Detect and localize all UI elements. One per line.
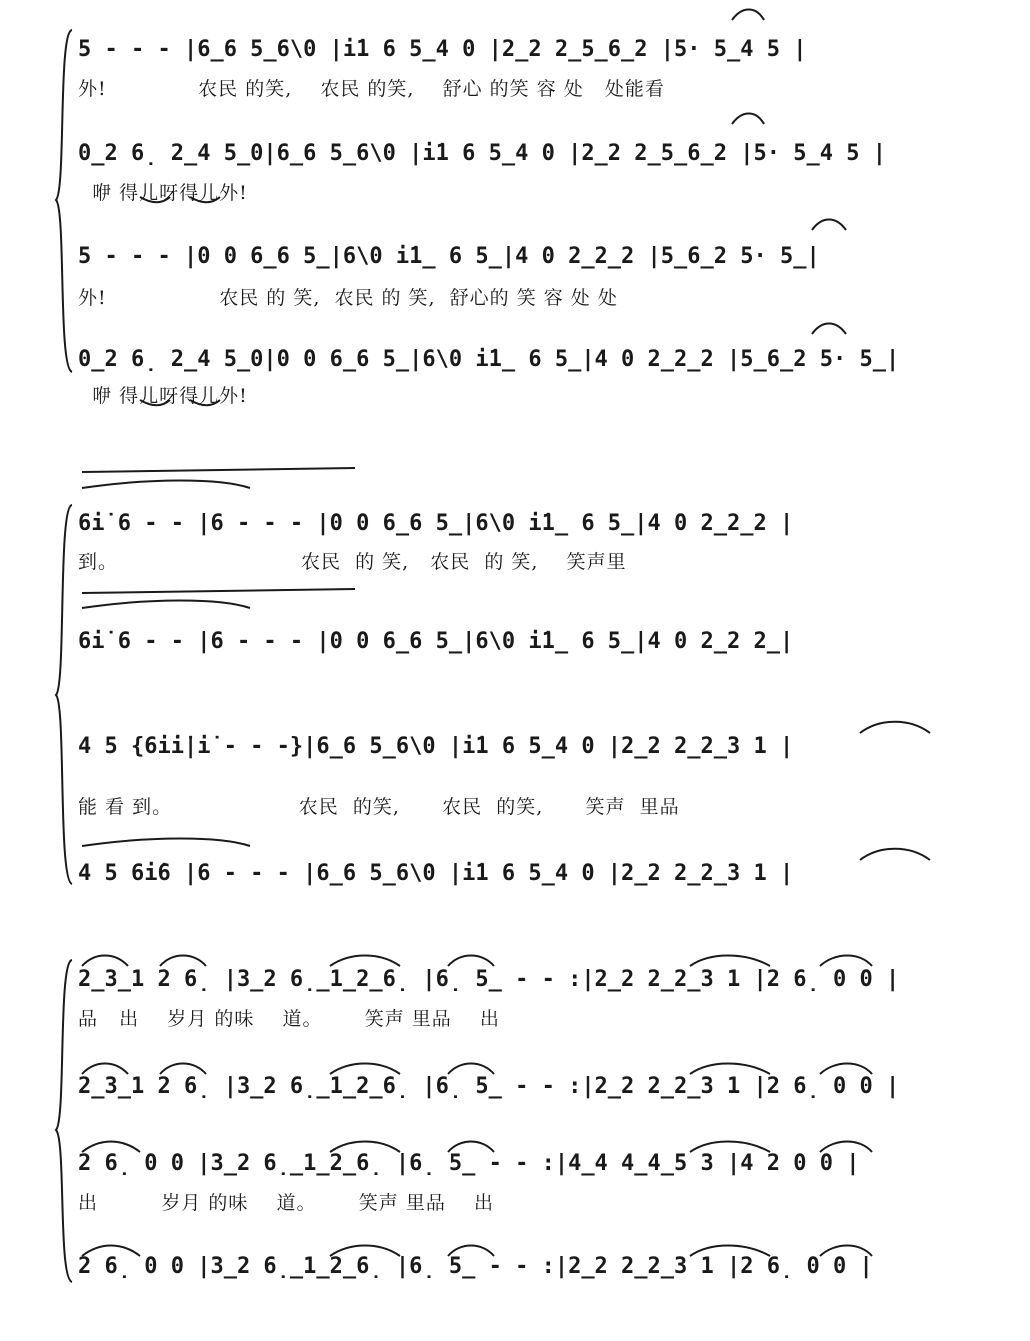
note-slur [82, 1064, 128, 1075]
note-slur [82, 956, 128, 967]
lyric-slur [190, 197, 220, 202]
system-brace-1 [56, 30, 72, 372]
note-slur [330, 1142, 400, 1153]
staff-2-4-notes: 4 5 6i̇6 |6 - - - |6̲6 5̲6\0 |i̇1 6 5̲4 0 |2̲2 2̲2̲3 1 | [78, 861, 794, 886]
note-slur [812, 324, 846, 335]
note-slur [448, 956, 494, 967]
staff-3-2-notes: 2̲3̲1 2 6̣ |3̲2 6̣̲1̲2̲6̣ |6̣ 5̲ - - :|2̲2 2̲2̲3 1 |2 6̣ 0 0 | [78, 1074, 900, 1099]
staff-3-3-notes: 2 6̣ 0 0 |3̲2 6̣̲1̲2̲6̣ |6̣ 5̲ - - :|4̲4 4̲4̲5 3 |4 2 0 0 | [78, 1151, 860, 1176]
note-slur [860, 849, 930, 860]
staff-3-1-notes: 2̲3̲1 2 6̣ |3̲2 6̣̲1̲2̲6̣ |6̣ 5̲ - - :|2̲2 2̲2̲3 1 |2 6̣ 0 0 | [78, 967, 900, 992]
staff-1-1-notes: 5 - - - |6̲6 5̲6\0 |i̇1 6 5̲4 0 |2̲2 2̲5̲6̲2 |5· 5̲4 5 | [78, 37, 807, 62]
system-brace-2 [56, 505, 72, 884]
tie-line [82, 839, 250, 847]
note-slur [860, 722, 930, 733]
staff-1-1-lyrics: 外! 农民 的笑, 农民 的笑, 舒心 的笑 容 处 处能看 [78, 78, 665, 100]
lyric-slur [190, 400, 220, 405]
note-slur [690, 1246, 770, 1257]
note-slur [448, 1142, 494, 1153]
note-slur [820, 1142, 872, 1153]
staff-1-2-notes: 0̲2 6̣ 2̲4 5̲0|6̲6 5̲6\0 |i̇1 6 5̲4 0 |2̲2 2̲5̲6̲2 |5· 5̲4 5 | [78, 141, 886, 166]
lyric-slur [140, 400, 170, 405]
note-slur [732, 114, 764, 125]
note-slur [820, 1064, 872, 1075]
note-slur [160, 1064, 206, 1075]
staff-1-4-notes: 0̲2 6̣ 2̲4 5̲0|0 0 6̲6 5̲|6\0 i̇1̲ 6 5̲|4 0 2̲2̲2 |5̲6̲2 5· 5̲| [78, 347, 900, 372]
note-slur [820, 1246, 872, 1257]
note-slur [820, 956, 872, 967]
note-slur [690, 1142, 770, 1153]
lyric-slur [140, 197, 170, 202]
staff-2-1-lyrics: 到。 农民 的 笑, 农民 的 笑, 笑声里 [78, 551, 627, 573]
staff-1-3-lyrics: 外! 农民 的 笑, 农民 的 笑, 舒心的 笑 容 处 处 [78, 287, 618, 309]
note-slur [160, 956, 206, 967]
tie-line [82, 481, 250, 489]
staff-2-3-lyrics: 能 看 到。 农民 的笑, 农民 的笑, 笑声 里品 [78, 796, 680, 818]
note-slur [82, 1142, 140, 1153]
tie-line [82, 589, 355, 593]
staff-3-3-lyrics: 出 岁月 的味 道。 笑声 里品 出 [78, 1192, 494, 1214]
note-slur [330, 956, 400, 967]
note-slur [82, 1246, 140, 1257]
staff-2-2-notes: 6i̇ 6 - - |6 - - - |0 0 6̲6 5̲|6\0 i̇1̲ 6 5̲|4 0 2̲2 2̲| [78, 629, 794, 654]
staff-2-1-notes: 6i̇ 6 - - |6 - - - |0 0 6̲6 5̲|6\0 i̇1̲ 6 5̲|4 0 2̲2̲2 | [78, 511, 794, 536]
tie-line [82, 468, 355, 472]
note-slur [690, 956, 770, 967]
system-brace-3 [56, 960, 72, 1282]
staff-1-4-lyrics: 咿 得儿呀得儿外! [78, 385, 248, 407]
note-slur [690, 1064, 770, 1075]
staff-1-2-lyrics: 咿 得儿呀得儿外! [78, 182, 248, 204]
staff-3-1-lyrics: 品 出 岁月 的味 道。 笑声 里品 出 [78, 1008, 500, 1030]
staff-1-3-notes: 5 - - - |0 0 6̲6 5̲|6\0 i̇1̲ 6 5̲|4 0 2̲2̲2 |5̲6̲2 5· 5̲| [78, 244, 820, 269]
note-slur [448, 1246, 494, 1257]
note-slur [812, 220, 846, 231]
tie-line [82, 601, 250, 609]
note-slur [330, 1064, 400, 1075]
staff-3-4-notes: 2 6̣ 0 0 |3̲2 6̣̲1̲2̲6̣ |6̣ 5̲ - - :|2̲2 2̲2̲3 1 |2 6̣ 0 0 | [78, 1254, 873, 1279]
staff-2-3-notes: 4 5 {6i̇i̇|i̇ - - -}|6̲6 5̲6\0 |i̇1 6 5̲4 0 |2̲2 2̲2̲3 1 | [78, 734, 794, 759]
note-slur [732, 10, 764, 21]
note-slur [330, 1246, 400, 1257]
note-slur [448, 1064, 494, 1075]
